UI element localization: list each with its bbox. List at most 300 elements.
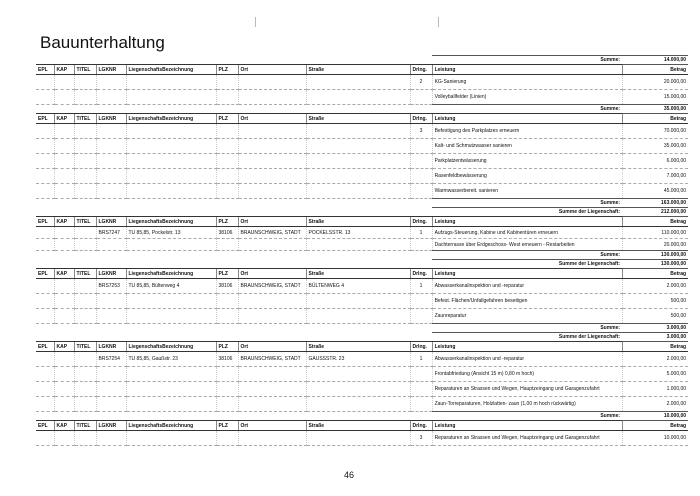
strasse-cell: POCKELSSTR. 13 — [306, 227, 410, 239]
betrag-cell: 2.000,00 — [622, 279, 688, 294]
leistung-cell: Kalt- und Schmutzwasser sanieren — [432, 139, 622, 154]
summe-row — [36, 324, 688, 333]
leistung-cell: Aufzugs-Steuerung, Kabine und Kabinentüren erneuern — [432, 227, 622, 239]
bezeichnung-cell: TU 85,85, Pockelstr. 13 — [126, 227, 216, 239]
column-header: EPL — [36, 269, 54, 279]
summe-row-value: 10.000,00 — [622, 412, 688, 421]
leistung-cell: Befest. Flächen/Unfallgefahren beseitigen — [432, 294, 622, 309]
column-header: Leistung — [432, 217, 622, 227]
ort-cell — [238, 239, 306, 251]
betrag-cell: 5.000,00 — [622, 367, 688, 382]
kap-cell — [54, 184, 74, 199]
column-header: Leistung — [432, 114, 622, 124]
summe-row-label: Summe: — [432, 105, 622, 114]
summe-row — [36, 412, 688, 421]
ort-cell: BRAUNSCHWEIG, STADT — [238, 227, 306, 239]
betrag-cell: 70.000,00 — [622, 124, 688, 139]
titel-cell — [74, 154, 96, 169]
ort-cell: BRAUNSCHWEIG, STADT — [238, 352, 306, 367]
epl-cell — [36, 239, 54, 251]
lgknr-cell — [96, 431, 126, 446]
leistung-cell: Warmwasserbereit. sanieren — [432, 184, 622, 199]
column-header: PLZ — [216, 217, 238, 227]
column-header: PLZ — [216, 342, 238, 352]
ort-cell — [238, 124, 306, 139]
column-header: EPL — [36, 65, 54, 75]
column-header: Drlng. — [410, 217, 432, 227]
column-header: LiegenschaftsBezeichnung — [126, 65, 216, 75]
epl-cell — [36, 382, 54, 397]
titel-cell — [74, 124, 96, 139]
column-header: EPL — [36, 342, 54, 352]
page-number: 46 — [344, 470, 355, 480]
table-row — [36, 397, 688, 412]
ort-cell — [238, 90, 306, 105]
spacer — [36, 251, 432, 260]
summe-row — [36, 56, 688, 65]
titel-cell — [74, 239, 96, 251]
drlng-cell — [410, 367, 432, 382]
table-row — [36, 184, 688, 199]
strasse-cell — [306, 239, 410, 251]
lgknr-cell — [96, 239, 126, 251]
table-row — [36, 227, 688, 239]
bezeichnung-cell — [126, 184, 216, 199]
summe-liegenschaft-row-value: 130.000,00 — [622, 260, 688, 269]
ort-cell — [238, 294, 306, 309]
drlng-cell — [410, 382, 432, 397]
lgknr-cell — [96, 294, 126, 309]
column-header: LGKNR — [96, 342, 126, 352]
plz-cell: 38106 — [216, 279, 238, 294]
epl-cell — [36, 352, 54, 367]
ledger-table — [36, 55, 688, 446]
column-header: Straße — [306, 114, 410, 124]
strasse-cell — [306, 124, 410, 139]
epl-cell — [36, 154, 54, 169]
bezeichnung-cell — [126, 139, 216, 154]
summe-liegenschaft-row-value: 3.000,00 — [622, 333, 688, 342]
column-header: Leistung — [432, 65, 622, 75]
kap-cell — [54, 397, 74, 412]
strasse-cell — [306, 169, 410, 184]
column-header: LiegenschaftsBezeichnung — [126, 421, 216, 431]
column-header: Drlng. — [410, 65, 432, 75]
lgknr-cell — [96, 154, 126, 169]
column-header: Straße — [306, 421, 410, 431]
column-header: PLZ — [216, 421, 238, 431]
summe-row-label: Summe: — [432, 56, 622, 65]
table-row — [36, 382, 688, 397]
table-row — [36, 431, 688, 446]
titel-cell — [74, 169, 96, 184]
spacer — [36, 260, 432, 269]
column-header: Leistung — [432, 342, 622, 352]
table-row — [36, 154, 688, 169]
betrag-cell: 10.000,00 — [622, 431, 688, 446]
bezeichnung-cell — [126, 239, 216, 251]
lgknr-cell: BRS7253 — [96, 279, 126, 294]
ort-cell: BRAUNSCHWEIG, STADT — [238, 279, 306, 294]
kap-cell — [54, 279, 74, 294]
column-header: Straße — [306, 65, 410, 75]
summe-row — [36, 251, 688, 260]
lgknr-cell — [96, 90, 126, 105]
column-header: LGKNR — [96, 114, 126, 124]
epl-cell — [36, 139, 54, 154]
kap-cell — [54, 431, 74, 446]
summe-liegenschaft-row — [36, 260, 688, 269]
bezeichnung-cell: TU 85,85, Bültenweg 4 — [126, 279, 216, 294]
column-header: KAP — [54, 421, 74, 431]
leistung-cell: Abwasserkanalinspektion und -reparatur — [432, 352, 622, 367]
column-header: LiegenschaftsBezeichnung — [126, 342, 216, 352]
strasse-cell — [306, 382, 410, 397]
titel-cell — [74, 352, 96, 367]
bezeichnung-cell — [126, 75, 216, 90]
column-header: LiegenschaftsBezeichnung — [126, 114, 216, 124]
titel-cell — [74, 184, 96, 199]
strasse-cell — [306, 309, 410, 324]
column-header: TITEL — [74, 217, 96, 227]
titel-cell — [74, 90, 96, 105]
drlng-cell — [410, 239, 432, 251]
plz-cell — [216, 397, 238, 412]
column-header: Ort — [238, 269, 306, 279]
epl-cell — [36, 431, 54, 446]
spacer — [36, 208, 432, 217]
table-header-row — [36, 65, 688, 75]
epl-cell — [36, 90, 54, 105]
kap-cell — [54, 309, 74, 324]
plz-cell — [216, 294, 238, 309]
lgknr-cell — [96, 309, 126, 324]
column-header: PLZ — [216, 269, 238, 279]
bezeichnung-cell — [126, 154, 216, 169]
betrag-cell: 15.000,00 — [622, 90, 688, 105]
summe-row-value: 35.000,00 — [622, 105, 688, 114]
column-header: Drlng. — [410, 269, 432, 279]
plz-cell — [216, 239, 238, 251]
epl-cell — [36, 309, 54, 324]
lgknr-cell: BRS7247 — [96, 227, 126, 239]
summe-row-value: 130.000,00 — [622, 251, 688, 260]
lgknr-cell — [96, 184, 126, 199]
column-header: Betrag — [622, 217, 688, 227]
summe-row-label: Summe: — [432, 251, 622, 260]
table-row — [36, 90, 688, 105]
column-header: LGKNR — [96, 421, 126, 431]
plz-cell — [216, 124, 238, 139]
kap-cell — [54, 75, 74, 90]
epl-cell — [36, 367, 54, 382]
kap-cell — [54, 139, 74, 154]
plz-cell — [216, 184, 238, 199]
betrag-cell: 110.000,00 — [622, 227, 688, 239]
kap-cell — [54, 367, 74, 382]
column-header: Betrag — [622, 342, 688, 352]
drlng-cell: 2 — [410, 75, 432, 90]
table-row — [36, 75, 688, 90]
strasse-cell: BÜLTENWEG 4 — [306, 279, 410, 294]
strasse-cell — [306, 139, 410, 154]
leistung-cell: Dachterrasse über Erdgeschoss- West erneuern - Restarbeiten — [432, 239, 622, 251]
bezeichnung-cell — [126, 124, 216, 139]
column-header: Ort — [238, 342, 306, 352]
plz-cell — [216, 154, 238, 169]
strasse-cell — [306, 294, 410, 309]
strasse-cell — [306, 431, 410, 446]
table-header-row — [36, 217, 688, 227]
lgknr-cell — [96, 397, 126, 412]
strasse-cell — [306, 367, 410, 382]
drlng-cell — [410, 169, 432, 184]
column-header: KAP — [54, 217, 74, 227]
betrag-cell: 500,00 — [622, 294, 688, 309]
column-header: KAP — [54, 65, 74, 75]
strasse-cell — [306, 154, 410, 169]
kap-cell — [54, 169, 74, 184]
titel-cell — [74, 139, 96, 154]
bezeichnung-cell — [126, 382, 216, 397]
strasse-cell: GAUSSSTR. 23 — [306, 352, 410, 367]
bezeichnung-cell — [126, 169, 216, 184]
plz-cell: 38106 — [216, 352, 238, 367]
drlng-cell — [410, 397, 432, 412]
leistung-cell: Parkplatzentwässerung — [432, 154, 622, 169]
betrag-cell: 2.000,00 — [622, 397, 688, 412]
column-header: Leistung — [432, 421, 622, 431]
summe-row-label: Summe: — [432, 199, 622, 208]
column-header: Ort — [238, 421, 306, 431]
column-header: Leistung — [432, 269, 622, 279]
plz-cell — [216, 90, 238, 105]
summe-row-value: 163.000,00 — [622, 199, 688, 208]
column-header: LiegenschaftsBezeichnung — [126, 217, 216, 227]
betrag-cell: 20.000,00 — [622, 239, 688, 251]
column-header: KAP — [54, 114, 74, 124]
table-row — [36, 279, 688, 294]
column-header: TITEL — [74, 65, 96, 75]
summe-row-label: Summe: — [432, 324, 622, 333]
drlng-cell — [410, 90, 432, 105]
drlng-cell — [410, 139, 432, 154]
column-header: KAP — [54, 269, 74, 279]
drlng-cell: 3 — [410, 124, 432, 139]
leistung-cell: Reparaturen an Strassen und Wegen, Hauptzeingang und Garagenzufahrt — [432, 431, 622, 446]
ort-cell — [238, 367, 306, 382]
leistung-cell: Reparaturen an Strassen und Wegen, Hauptzeingang und Garagenzufahrt — [432, 382, 622, 397]
lgknr-cell — [96, 139, 126, 154]
strasse-cell — [306, 184, 410, 199]
spacer — [36, 324, 432, 333]
column-header: KAP — [54, 342, 74, 352]
ledger-body — [36, 56, 688, 446]
epl-cell — [36, 397, 54, 412]
spacer — [36, 105, 432, 114]
summe-liegenschaft-row-label: Summe der Liegenschaft: — [432, 333, 622, 342]
column-header: Drlng. — [410, 114, 432, 124]
epl-cell — [36, 294, 54, 309]
column-header: Straße — [306, 217, 410, 227]
betrag-cell: 500,00 — [622, 309, 688, 324]
kap-cell — [54, 352, 74, 367]
column-header: Ort — [238, 217, 306, 227]
column-header: LGKNR — [96, 217, 126, 227]
drlng-cell: 3 — [410, 431, 432, 446]
summe-row — [36, 105, 688, 114]
leistung-cell: KG-Sanierung — [432, 75, 622, 90]
titel-cell — [74, 431, 96, 446]
column-header: Straße — [306, 342, 410, 352]
lgknr-cell: BRS7254 — [96, 352, 126, 367]
strasse-cell — [306, 90, 410, 105]
titel-cell — [74, 382, 96, 397]
plz-cell — [216, 431, 238, 446]
lgknr-cell — [96, 124, 126, 139]
spacer — [36, 412, 432, 421]
table-header-row — [36, 114, 688, 124]
epl-cell — [36, 279, 54, 294]
plz-cell — [216, 367, 238, 382]
column-header: Ort — [238, 114, 306, 124]
drlng-cell — [410, 154, 432, 169]
epl-cell — [36, 75, 54, 90]
column-header: Drlng. — [410, 342, 432, 352]
kap-cell — [54, 154, 74, 169]
drlng-cell: 1 — [410, 227, 432, 239]
plz-cell — [216, 309, 238, 324]
titel-cell — [74, 227, 96, 239]
column-header: Betrag — [622, 65, 688, 75]
kap-cell — [54, 124, 74, 139]
drlng-cell — [410, 309, 432, 324]
column-header: TITEL — [74, 114, 96, 124]
kap-cell — [54, 382, 74, 397]
drlng-cell: 1 — [410, 352, 432, 367]
summe-row-value: 3.000,00 — [622, 324, 688, 333]
column-header: PLZ — [216, 114, 238, 124]
table-row — [36, 367, 688, 382]
drlng-cell — [410, 294, 432, 309]
betrag-cell: 20.000,00 — [622, 75, 688, 90]
table-row — [36, 124, 688, 139]
epl-cell — [36, 227, 54, 239]
column-header: EPL — [36, 421, 54, 431]
table-header-row — [36, 342, 688, 352]
table-row — [36, 239, 688, 251]
table-header-row — [36, 421, 688, 431]
table-row — [36, 309, 688, 324]
column-header: Betrag — [622, 421, 688, 431]
betrag-cell: 2.000,00 — [622, 352, 688, 367]
lgknr-cell — [96, 75, 126, 90]
column-header: Betrag — [622, 269, 688, 279]
kap-cell — [54, 90, 74, 105]
betrag-cell: 45.000,00 — [622, 184, 688, 199]
column-header: Betrag — [622, 114, 688, 124]
ort-cell — [238, 382, 306, 397]
epl-cell — [36, 169, 54, 184]
leistung-cell: Frontabfriedung (Ansicht 15 m) 0,80 m hoch) — [432, 367, 622, 382]
lgknr-cell — [96, 382, 126, 397]
leistung-cell: Volleyballfelder (Linien) — [432, 90, 622, 105]
lgknr-cell — [96, 367, 126, 382]
column-header: LiegenschaftsBezeichnung — [126, 269, 216, 279]
drlng-cell: 1 — [410, 279, 432, 294]
plz-cell — [216, 75, 238, 90]
epl-cell — [36, 124, 54, 139]
titel-cell — [74, 309, 96, 324]
lgknr-cell — [96, 169, 126, 184]
kap-cell — [54, 227, 74, 239]
betrag-cell: 1.000,00 — [622, 382, 688, 397]
table-row — [36, 352, 688, 367]
column-header: EPL — [36, 217, 54, 227]
leistung-cell: Zaun-Torreparaturen, Holzlatten- zaun (1,00 m hoch rückwärtig) — [432, 397, 622, 412]
ort-cell — [238, 154, 306, 169]
page-title: Bauunterhaltung — [40, 33, 165, 52]
summe-liegenschaft-row — [36, 333, 688, 342]
ort-cell — [238, 184, 306, 199]
spacer — [36, 199, 432, 208]
kap-cell — [54, 239, 74, 251]
leistung-cell: Rasenfeldbewässerung — [432, 169, 622, 184]
ort-cell — [238, 397, 306, 412]
bezeichnung-cell: TU 85,85, Gaußstr. 23 — [126, 352, 216, 367]
strasse-cell — [306, 397, 410, 412]
plz-cell — [216, 139, 238, 154]
bezeichnung-cell — [126, 294, 216, 309]
titel-cell — [74, 279, 96, 294]
ort-cell — [238, 75, 306, 90]
ort-cell — [238, 139, 306, 154]
titel-cell — [74, 294, 96, 309]
scan-mark — [438, 17, 439, 27]
bezeichnung-cell — [126, 367, 216, 382]
summe-row — [36, 199, 688, 208]
scan-mark — [255, 17, 256, 27]
titel-cell — [74, 75, 96, 90]
bezeichnung-cell — [126, 90, 216, 105]
summe-row-label: Summe: — [432, 412, 622, 421]
betrag-cell: 7.000,00 — [622, 169, 688, 184]
table-header-row — [36, 269, 688, 279]
plz-cell — [216, 382, 238, 397]
column-header: TITEL — [74, 421, 96, 431]
table-row — [36, 294, 688, 309]
plz-cell: 38106 — [216, 227, 238, 239]
column-header: TITEL — [74, 342, 96, 352]
leistung-cell: Abwasserkanalinspektion und -reparatur — [432, 279, 622, 294]
table-row — [36, 139, 688, 154]
column-header: Drlng. — [410, 421, 432, 431]
summe-liegenschaft-row-label: Summe der Liegenschaft: — [432, 260, 622, 269]
column-header: TITEL — [74, 269, 96, 279]
leistung-cell: Befestigung des Parkplatzes erneuern — [432, 124, 622, 139]
column-header: EPL — [36, 114, 54, 124]
leistung-cell: Zaunreparatur — [432, 309, 622, 324]
table-row — [36, 169, 688, 184]
ort-cell — [238, 309, 306, 324]
ort-cell — [238, 431, 306, 446]
summe-row-value: 14.000,00 — [622, 56, 688, 65]
column-header: Ort — [238, 65, 306, 75]
column-header: LGKNR — [96, 269, 126, 279]
spacer — [36, 333, 432, 342]
titel-cell — [74, 367, 96, 382]
titel-cell — [74, 397, 96, 412]
